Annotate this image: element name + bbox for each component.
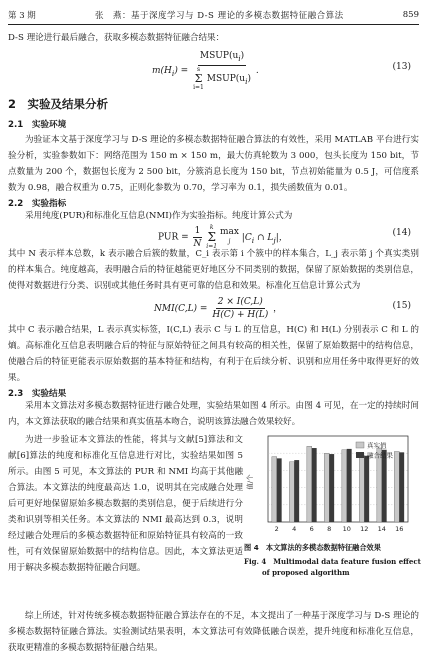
- legend-swatch-fused: [356, 452, 364, 458]
- paragraph-2-2-explain: 其中 N 表示样本总数，k 表示融合后簇的数量，C_i 表示第 i 个簇中的样本集合，L_j 表示第 j 个真实类别的样本集合。纯度越高，表明融合后的特征越能更好地区分不同类别的数据，保留了原始数据的类别信息，使得对数据进行分类、识别或其他任务时具有更可靠的信息和效果。标准化互信息计算公式为: [8, 249, 419, 291]
- section-2-1-heading: 2.1 实验环境: [8, 120, 67, 130]
- paragraph-2-3-first: 采用本文算法对多模态数据特征进行融合处理，实验结果如图 4 所示。由图 4 可见，在一定的持续时间内，本文算法获取的融合结果和真实值基本吻合，说明该算法融合效果较好。: [8, 401, 419, 427]
- page-number: 859: [402, 10, 419, 20]
- bar-fused-14: [382, 450, 387, 522]
- bar-fused-16: [399, 452, 404, 522]
- x-tick-label: 4: [292, 525, 297, 533]
- legend-label-true: 真实值: [367, 441, 387, 450]
- bar-true-8: [324, 453, 329, 522]
- equation-13-fraction: $MSUP(u_i)$ s Σ i=1 $MSUP(u_i)$: [193, 51, 252, 91]
- section-2-3-heading: 2.3 实验结果: [8, 389, 67, 399]
- paragraph-2-2-intro: 采用纯度(PUR)和标准化互信息(NMI)作为实验指标。纯度计算公式为: [25, 211, 293, 221]
- equation-13-number: (13): [392, 62, 411, 72]
- equation-14-number: (14): [392, 228, 411, 238]
- bar-true-4: [289, 462, 294, 522]
- plot-frame: [268, 436, 408, 522]
- intro-line: D-S 理论进行最后融合，获取多模态数据特征融合结果：: [8, 33, 225, 43]
- paragraph-2-1: 为验证本文基于深度学习与 D-S 理论的多模态数据特征融合算法的有效性，采用 MATLAB 平台进行实验分析，实验参数如下：网络范围为 150 m × 150 m，最大仿真轮数为 3 000，包头长度为 150 bit，节点数量为 200 个，数据包长度为 2 500 bit，分簇消息长度为 150 bit，节点初始能量为 0.5 J，可信度系数为 0.98，融合权重为 0.75，正则化参数为 0.70，学习率为 0.1，损失函数值为 0.01。: [8, 135, 419, 193]
- legend-swatch-true: [356, 442, 364, 448]
- bar-true-6: [307, 446, 312, 522]
- x-tick-label: 6: [309, 525, 314, 533]
- section-2-heading: 2 实验及结果分析: [8, 97, 109, 111]
- bar-true-10: [342, 450, 347, 522]
- running-header: [8, 7, 419, 23]
- equation-15: NMI(C,L) = $\frac{2 \times I(C,L)}{H(C) + H(L)}$ ，: [154, 297, 283, 320]
- x-tick-label: 14: [377, 525, 386, 533]
- paragraph-2-2-nmi: 其中 C 表示融合结果，L 表示真实标签，I(C,L) 表示 C 与 L 的互信息，H(C) 和 H(L) 分别表示 C 和 L 的熵。高标准化互信息表明融合后的特征与原始特征之间具有较高的相关性，保留了原始数据中的结构信息，使融合后的特征更能表示原始数据的基本特征和结构，有利于在后续分析、识别和应用任务中取得更好的效果。: [8, 325, 419, 383]
- equation-15-number: (15): [392, 301, 411, 311]
- y-axis-label: 值/个: [246, 474, 254, 490]
- bar-true-16: [394, 451, 399, 522]
- bar-true-12: [359, 455, 364, 522]
- figure-4-chart: [246, 430, 416, 540]
- bar-fused-12: [364, 456, 369, 522]
- section-2-2-heading: 2.2 实验指标: [8, 199, 67, 209]
- header-rule: [8, 24, 419, 25]
- x-tick-label: 12: [360, 525, 369, 533]
- bar-fused-10: [347, 449, 352, 522]
- paragraph-2-3-comparison: 为进一步验证本文算法的性能，将其与文献[5]算法和文献[6]算法的纯度和标准化互信息进行对比，实验结果如图 5 所示。由图 5 可见，本文算法的 PUR 和 NMI 均高于其他融合算法。本文算法的纯度最高达 1.0，说明其在完成融合处理后可更好地保留原始多模态数据的类别信息，便于后续进行分类和识别等相关任务。本文算法的 NMI 最高达到 0.3，说明经过融合处理后的多模态数据特征和原始特征具有较高的一致性，可有效保留原始数据中的结构信息。因此，本文算法更适用于解决多模态数据特征融合问题。: [8, 435, 243, 573]
- bar-true-2: [272, 457, 277, 522]
- x-tick-label: 16: [395, 525, 404, 533]
- bar-fused-2: [277, 458, 282, 522]
- x-tick-label: 8: [327, 525, 332, 533]
- summary-paragraph: 综上所述，针对传统多模态数据特征融合算法存在的不足，本文提出了一种基于深度学习与 D-S 理论的多模态数据特征融合算法。实验测试结果表明，本文算法可有效降低融合误差，提升纯度和标准化互信息，获取更精准的多模态数据特征融合结果。: [8, 611, 419, 653]
- figure-4-caption-en-2: of proposed algorithm: [262, 568, 350, 577]
- figure-4-caption-en-1: Fig. 4 Multimodal data feature fusion effect: [244, 557, 421, 566]
- issue-number: 第 3 期: [8, 11, 36, 21]
- x-tick-label: 2: [274, 525, 279, 533]
- legend-label-fused: 融合结果: [367, 451, 393, 460]
- bar-fused-8: [329, 454, 334, 522]
- running-title: 张 燕：基于深度学习与 D-S 理论的多模态数据特征融合算法: [95, 11, 344, 21]
- figure-4-caption-zh: 图 4 本文算法的多模态数据特征融合效果: [244, 543, 381, 552]
- equation-13: $m(H_i)$ = $MSUP(u_i)$ s Σ i=1 $MSUP(u_i)$ .: [152, 51, 259, 91]
- x-tick-label: 10: [342, 525, 351, 533]
- equation-14: PUR = $\frac{1}{N}$ k Σ i=1 max j $|C_i$ ∩ $L_j|$，: [158, 224, 288, 250]
- bar-fused-4: [294, 460, 299, 522]
- bar-fused-6: [312, 448, 317, 522]
